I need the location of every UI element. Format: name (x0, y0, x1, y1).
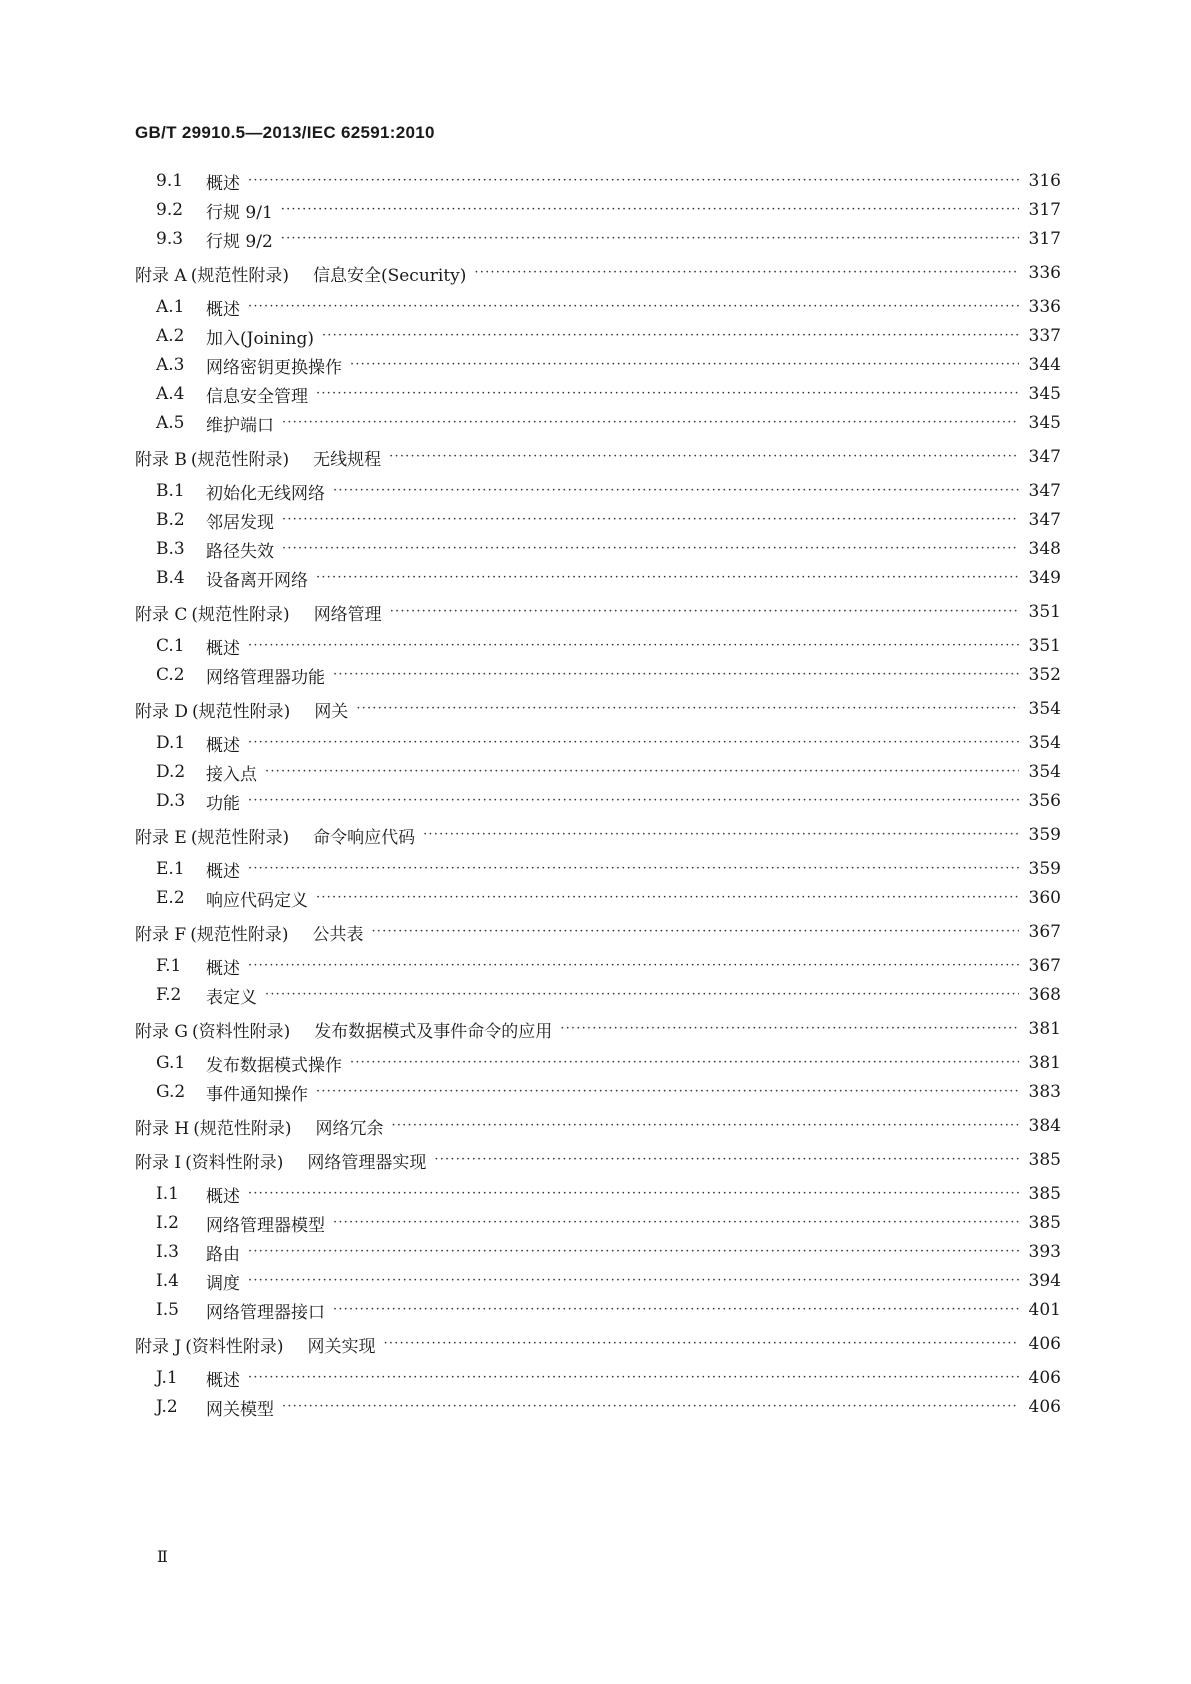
toc-entry-title: 概述 (206, 1186, 240, 1207)
toc-section-entry[interactable] (156, 788, 1061, 814)
toc-section-entry[interactable] (156, 759, 1061, 785)
toc-section-entry[interactable] (156, 536, 1061, 562)
toc-entry-number: 附录 F (135, 924, 187, 945)
toc-section-entry[interactable] (156, 565, 1061, 591)
toc-appendix-entry[interactable] (135, 599, 1061, 625)
toc-entry-number: 附录 C (135, 604, 188, 625)
toc-appendix-type: (规范性附录) (190, 827, 290, 848)
toc-page-number: 368 (1028, 985, 1061, 1005)
toc-page-number: 381 (1028, 1019, 1061, 1039)
toc-entry-number: A.1 (156, 297, 185, 317)
toc-section-entry[interactable] (156, 507, 1061, 533)
toc-page-number: 385 (1028, 1150, 1061, 1170)
toc-entry-number: 9.3 (156, 229, 184, 249)
toc-entry-number: F.2 (156, 985, 182, 1005)
toc-entry-number: I.1 (156, 1184, 179, 1204)
toc-entry-title: 命令响应代码 (313, 827, 416, 848)
dot-leader (248, 633, 1019, 659)
toc-appendix-entry[interactable] (135, 1016, 1061, 1042)
toc-appendix-type: (规范性附录) (193, 1118, 292, 1139)
toc-page-number: 351 (1028, 602, 1061, 622)
dot-leader (265, 759, 1019, 785)
toc-entry-title: 加入(Joining) (206, 328, 314, 349)
toc-entry-title: 事件通知操作 (206, 1084, 308, 1105)
dot-leader (282, 536, 1019, 562)
toc-appendix-type: (规范性附录) (192, 701, 291, 722)
toc-page-number: 347 (1028, 481, 1061, 501)
toc-entry-title: 网络冗余 (315, 1118, 384, 1139)
dot-leader (248, 1181, 1019, 1207)
toc-appendix-entry[interactable] (135, 919, 1061, 945)
toc-entry-title: 路径失效 (206, 541, 274, 562)
dot-leader (248, 953, 1019, 979)
dot-leader (248, 856, 1019, 882)
running-header (135, 123, 435, 143)
toc-appendix-entry[interactable] (135, 696, 1061, 722)
toc-page-number: 349 (1028, 568, 1061, 588)
toc-section-entry[interactable] (156, 1239, 1061, 1265)
toc-page-number: 359 (1028, 859, 1061, 879)
toc-entry-number: A.4 (156, 384, 185, 404)
toc-appendix-type: (资料性附录) (185, 1336, 284, 1357)
dot-leader (474, 260, 1019, 286)
toc-section-entry[interactable] (156, 168, 1061, 194)
toc-page-number: 406 (1028, 1368, 1061, 1388)
toc-page-number: 336 (1028, 297, 1061, 317)
toc-page-number: 385 (1028, 1184, 1061, 1204)
toc-section-entry[interactable] (156, 1394, 1061, 1420)
toc-section-entry[interactable] (156, 1365, 1061, 1391)
dot-leader (281, 226, 1019, 252)
toc-page-number: 367 (1028, 922, 1061, 942)
toc-page-number: 393 (1028, 1242, 1061, 1262)
toc-page-number: 406 (1028, 1397, 1061, 1417)
toc-entry-number: E.2 (156, 888, 185, 908)
toc-appendix-entry[interactable] (135, 1331, 1061, 1357)
dot-leader (282, 507, 1019, 533)
toc-page-number: 347 (1028, 447, 1061, 467)
toc-section-entry[interactable] (156, 982, 1061, 1008)
toc-section-entry[interactable] (156, 633, 1061, 659)
toc-entry-number: B.4 (156, 568, 185, 588)
toc-section-entry[interactable] (156, 1181, 1061, 1207)
toc-section-entry[interactable] (156, 730, 1061, 756)
dot-leader (350, 1050, 1019, 1076)
toc-entry-title: 邻居发现 (206, 512, 274, 533)
toc-entry-title: 功能 (206, 793, 240, 814)
dot-leader (316, 885, 1019, 911)
toc-entry-number: J.1 (156, 1368, 178, 1388)
dot-leader (282, 1394, 1019, 1420)
toc-entry-title: 维护端口 (206, 415, 274, 436)
toc-section-entry[interactable] (156, 352, 1061, 378)
dot-leader (371, 919, 1019, 945)
toc-entry-title: 概述 (206, 1370, 240, 1391)
toc-entry-title: 无线规程 (313, 449, 382, 470)
toc-page-number: 317 (1028, 200, 1061, 220)
dot-leader (248, 788, 1019, 814)
toc-section-entry[interactable] (156, 410, 1061, 436)
toc-section-entry[interactable] (156, 197, 1061, 223)
toc-section-entry[interactable] (156, 478, 1061, 504)
toc-entry-number: G.2 (156, 1082, 186, 1102)
toc-entry-title: 网络管理器功能 (206, 667, 325, 688)
toc-appendix-entry[interactable] (135, 260, 1061, 286)
toc-entry-title: 概述 (206, 299, 240, 320)
toc-section-entry[interactable] (156, 1268, 1061, 1294)
toc-appendix-type: (规范性附录) (191, 604, 290, 625)
toc-entry-number: 附录 G (135, 1021, 188, 1042)
toc-entry-title: 概述 (206, 638, 240, 659)
toc-appendix-type: (资料性附录) (185, 1152, 284, 1173)
toc-entry-number: I.2 (156, 1213, 179, 1233)
toc-page-number: 351 (1028, 636, 1061, 656)
toc-entry-title: 响应代码定义 (206, 890, 308, 911)
toc-appendix-type: (规范性附录) (190, 449, 290, 470)
toc-entry-title: 网络管理器接口 (206, 1302, 325, 1323)
toc-entry-title: 网关实现 (307, 1336, 376, 1357)
toc-page-number: 352 (1028, 665, 1061, 685)
toc-appendix-entry[interactable] (135, 444, 1061, 470)
dot-leader (392, 1113, 1020, 1139)
toc-page-number: 406 (1028, 1334, 1061, 1354)
toc-appendix-entry[interactable] (135, 822, 1061, 848)
toc-section-entry[interactable] (156, 323, 1061, 349)
toc-entry-title: 网络管理器实现 (307, 1152, 427, 1173)
toc-entry-number: E.1 (156, 859, 185, 879)
toc-entry-title: 发布数据模式及事件命令的应用 (314, 1021, 553, 1042)
standard-number: GB/T 29910.5—2013/IEC 62591:2010 (135, 123, 435, 142)
toc-entry-title: 公共表 (312, 924, 364, 945)
toc-appendix-type: (规范性附录) (190, 265, 289, 286)
toc-entry-number: 9.1 (156, 171, 184, 191)
toc-section-entry[interactable] (156, 226, 1061, 252)
toc-page-number: 381 (1028, 1053, 1061, 1073)
toc-entry-number: D.1 (156, 733, 186, 753)
toc-section-entry[interactable] (156, 294, 1061, 320)
toc-entry-title: 行规 9/2 (206, 231, 273, 252)
dot-leader (248, 1365, 1019, 1391)
dot-leader (316, 565, 1019, 591)
toc-page-number: 337 (1028, 326, 1061, 346)
dot-leader (333, 1297, 1019, 1323)
toc-entry-number: I.5 (156, 1300, 179, 1320)
toc-appendix-type: (规范性附录) (190, 924, 289, 945)
dot-leader (333, 662, 1019, 688)
toc-section-entry[interactable] (156, 953, 1061, 979)
dot-leader (390, 599, 1019, 625)
dot-leader (248, 1239, 1019, 1265)
toc-page-number: 383 (1028, 1082, 1061, 1102)
page-folio: Ⅱ (157, 1547, 168, 1566)
toc-entry-number: 附录 E (135, 827, 187, 848)
toc-page-number: 354 (1028, 733, 1061, 753)
toc-entry-number: J.2 (156, 1397, 178, 1417)
toc-entry-number: 附录 I (135, 1152, 182, 1173)
toc-entry-title: 网关 (314, 701, 349, 722)
dot-leader (248, 294, 1019, 320)
dot-leader (248, 730, 1019, 756)
toc-entry-title: 发布数据模式操作 (206, 1055, 342, 1076)
toc-page-number: 345 (1028, 413, 1061, 433)
toc-entry-number: B.1 (156, 481, 185, 501)
toc-section-entry[interactable] (156, 1079, 1061, 1105)
dot-leader (281, 197, 1019, 223)
dot-leader (356, 696, 1019, 722)
toc-entry-title: 网络管理 (313, 604, 382, 625)
dot-leader (434, 1147, 1019, 1173)
dot-leader (316, 381, 1019, 407)
dot-leader (322, 323, 1019, 349)
dot-leader (383, 1331, 1019, 1357)
toc-entry-title: 设备离开网络 (206, 570, 308, 591)
dot-leader (265, 982, 1019, 1008)
toc-entry-number: 附录 A (135, 265, 187, 286)
toc-entry-title: 网络密钥更换操作 (206, 357, 342, 378)
toc-entry-title: 概述 (206, 861, 240, 882)
dot-leader (389, 444, 1019, 470)
toc-entry-number: 附录 J (135, 1336, 182, 1357)
toc-entry-number: 9.2 (156, 200, 184, 220)
toc-section-entry[interactable] (156, 1210, 1061, 1236)
toc-entry-title: 网关模型 (206, 1399, 274, 1420)
toc-entry-number: C.1 (156, 636, 185, 656)
toc-appendix-entry[interactable] (135, 1147, 1061, 1173)
toc-entry-title: 接入点 (206, 764, 257, 785)
dot-leader (560, 1016, 1019, 1042)
toc-page-number: 356 (1028, 791, 1061, 811)
toc-appendix-type: (资料性附录) (191, 1021, 291, 1042)
toc-entry-number: A.2 (156, 326, 185, 346)
dot-leader (423, 822, 1019, 848)
toc-page-number: 336 (1028, 263, 1061, 283)
toc-entry-number: I.4 (156, 1271, 179, 1291)
toc-page-number: 394 (1028, 1271, 1061, 1291)
dot-leader (350, 352, 1019, 378)
toc-entry-number: D.2 (156, 762, 186, 782)
toc-entry-number: F.1 (156, 956, 182, 976)
toc-entry-number: B.2 (156, 510, 185, 530)
toc-entry-number: 附录 H (135, 1118, 190, 1139)
dot-leader (333, 478, 1019, 504)
toc-page-number: 401 (1028, 1300, 1061, 1320)
toc-entry-number: 附录 D (135, 701, 189, 722)
toc-page-number: 385 (1028, 1213, 1061, 1233)
toc-page-number: 354 (1028, 762, 1061, 782)
dot-leader (248, 168, 1019, 194)
toc-section-entry[interactable] (156, 1297, 1061, 1323)
toc-entry-number: A.3 (156, 355, 185, 375)
toc-entry-number: C.2 (156, 665, 185, 685)
toc-entry-title: 概述 (206, 173, 240, 194)
toc-section-entry[interactable] (156, 856, 1061, 882)
toc-entry-title: 初始化无线网络 (206, 483, 325, 504)
toc-page-number: 316 (1028, 171, 1061, 191)
dot-leader (316, 1079, 1019, 1105)
dot-leader (248, 1268, 1019, 1294)
toc-page-number: 367 (1028, 956, 1061, 976)
toc-page-number: 360 (1028, 888, 1061, 908)
toc-entry-title: 概述 (206, 958, 240, 979)
toc-entry-number: 附录 B (135, 449, 187, 470)
toc-page-number: 317 (1028, 229, 1061, 249)
toc-entry-title: 概述 (206, 735, 240, 756)
toc-page-number: 348 (1028, 539, 1061, 559)
toc-entry-title: 网络管理器模型 (206, 1215, 325, 1236)
toc-page-number: 354 (1028, 699, 1061, 719)
toc-entry-title: 表定义 (206, 987, 257, 1008)
toc-entry-number: B.3 (156, 539, 185, 559)
toc-entry-title: 信息安全管理 (206, 386, 308, 407)
toc-entry-title: 信息安全(Security) (312, 265, 467, 286)
toc-entry-number: I.3 (156, 1242, 179, 1262)
toc-entry-number: D.3 (156, 791, 186, 811)
toc-page-number: 345 (1028, 384, 1061, 404)
toc-entry-number: G.1 (156, 1053, 186, 1073)
toc-section-entry[interactable] (156, 1050, 1061, 1076)
toc-entry-title: 行规 9/1 (206, 202, 273, 223)
toc-section-entry[interactable] (156, 381, 1061, 407)
toc-section-entry[interactable] (156, 885, 1061, 911)
toc-page-number: 344 (1028, 355, 1061, 375)
toc-entry-title: 路由 (206, 1244, 240, 1265)
toc-appendix-entry[interactable] (135, 1113, 1061, 1139)
toc-page-number: 359 (1028, 825, 1061, 845)
toc-entry-number: A.5 (156, 413, 185, 433)
toc-section-entry[interactable] (156, 662, 1061, 688)
toc-page-number: 384 (1028, 1116, 1061, 1136)
dot-leader (333, 1210, 1019, 1236)
toc-entry-title: 调度 (206, 1273, 240, 1294)
toc-page-number: 347 (1028, 510, 1061, 530)
dot-leader (282, 410, 1019, 436)
